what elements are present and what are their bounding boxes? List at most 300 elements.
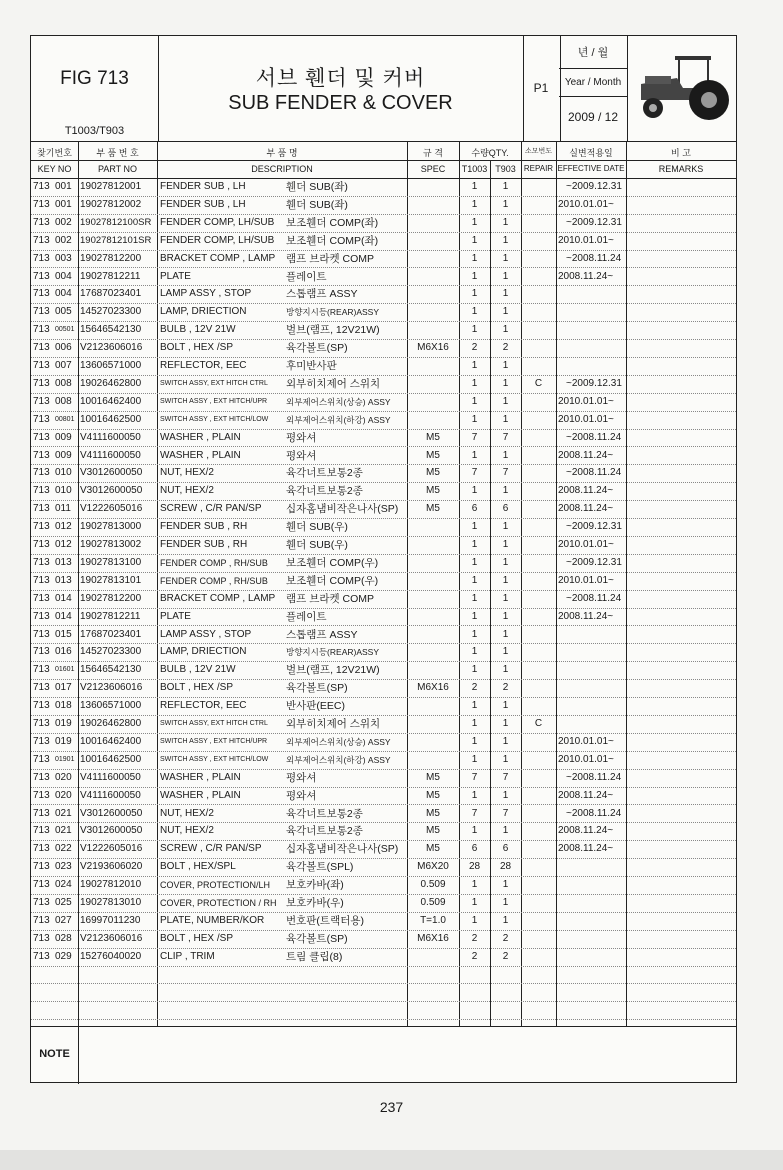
table-row: [31, 643, 736, 662]
effective-date: 2010.01.01~: [558, 753, 614, 765]
repair-code: C: [534, 377, 543, 389]
description-korean: 벌브(램프, 12V21W): [286, 664, 380, 677]
part-number: 19027812002: [80, 198, 142, 210]
description-english: LAMP ASSY , STOP: [160, 628, 252, 640]
part-number: V4111600050: [80, 449, 141, 461]
table-row: [31, 751, 736, 770]
key-item: 020: [55, 771, 72, 783]
description-korean: 외부제어스위치(상승) ASSY: [286, 736, 391, 747]
key-item: 025: [55, 897, 72, 908]
part-number: 14527023300: [80, 646, 142, 658]
key-item: 009: [55, 431, 72, 443]
qty-t1003: 1: [471, 610, 478, 622]
description-english: CLIP , TRIM: [160, 950, 215, 962]
description-english: COVER, PROTECTION/LH: [160, 880, 271, 891]
spec: [407, 250, 459, 268]
qty-t903: 1: [502, 485, 509, 497]
qty-t903: 1: [502, 377, 509, 389]
effective-date: 2008.11.24~: [558, 843, 614, 855]
key-item: 014: [55, 592, 72, 604]
key-group: 713: [33, 700, 50, 712]
col-desc-kr: 부 품 명: [266, 148, 298, 158]
part-number: 19027813002: [80, 539, 142, 550]
table-row: [31, 572, 736, 591]
effective-date: [558, 626, 626, 644]
effective-date: ~2009.12.31: [566, 377, 622, 389]
col-part-kr: 부 품 번 호: [96, 148, 139, 158]
key-group: 713: [33, 897, 50, 908]
key-group: 713: [33, 914, 50, 926]
description-korean: 육각볼트(SP): [286, 682, 348, 695]
effective-date: ~2008.11.24: [566, 807, 622, 819]
spec: [407, 196, 459, 214]
part-number: 19027812200: [80, 252, 142, 264]
spec: M5: [426, 789, 440, 801]
key-group: 713: [33, 324, 50, 336]
qty-t1003: 7: [471, 467, 478, 479]
qty-t1003: 1: [471, 897, 478, 908]
part-number: V1222605016: [80, 843, 143, 855]
effective-date: [558, 858, 626, 876]
qty-t903: 1: [502, 789, 509, 801]
spec: [407, 178, 459, 196]
spec: [407, 518, 459, 536]
spec: M5: [426, 431, 440, 443]
col-qty-t903: T903: [495, 164, 516, 174]
key-item: 009: [55, 449, 72, 461]
key-item: 027: [55, 914, 72, 926]
effective-date: [558, 339, 626, 357]
effective-date: ~2008.11.24: [566, 431, 622, 443]
description-english: FENDER COMP, LH/SUB: [160, 234, 275, 246]
table-row: [31, 554, 736, 573]
qty-t1003: 1: [471, 646, 478, 658]
key-group: 713: [33, 789, 50, 801]
description-korean: 보조휀더 COMP(우): [286, 574, 379, 587]
spec: M5: [426, 771, 440, 783]
repair-code: [521, 787, 556, 805]
qty-t903: 1: [502, 556, 509, 568]
sheet-header: [31, 36, 736, 142]
qty-t1003: 1: [471, 234, 478, 246]
table-row: [31, 661, 736, 680]
part-number: 13606571000: [80, 360, 142, 371]
spec: M5: [426, 807, 440, 819]
description-english: WASHER , PLAIN: [160, 771, 241, 783]
qty-t1003: 1: [471, 449, 478, 461]
description-korean: 트림 클립(8): [286, 950, 343, 963]
description-english: BRACKET COMP , LAMP: [160, 252, 276, 264]
qty-t1003: 1: [471, 592, 478, 604]
table-row: [31, 303, 736, 322]
spec: [407, 751, 459, 769]
qty-t903: 1: [502, 413, 509, 425]
spec: M6X16: [417, 342, 449, 354]
qty-t903: 2: [502, 950, 509, 962]
effective-date: ~2009.12.31: [566, 521, 622, 533]
qty-t903: 1: [502, 574, 509, 586]
repair-code: [521, 214, 556, 232]
qty-t1003: 2: [471, 682, 478, 694]
spec: [407, 411, 459, 429]
col-eff-kr: 실변적용일: [569, 148, 613, 158]
table-row: [31, 715, 736, 734]
repair-code: [521, 464, 556, 482]
description-korean: 육각너트보통2종: [286, 825, 363, 838]
col-eff-en: EFFECTIVE DATE: [557, 164, 625, 173]
description-korean: 평와셔: [286, 771, 317, 784]
effective-date: [558, 303, 626, 321]
spec: [407, 393, 459, 411]
spec: [407, 697, 459, 715]
key-item: 018: [55, 700, 72, 712]
effective-date: ~2009.12.31: [566, 556, 622, 568]
qty-t1003: 1: [471, 288, 478, 300]
qty-t1003: 1: [471, 664, 478, 676]
qty-t903: 2: [502, 342, 509, 354]
key-group: 713: [33, 503, 50, 515]
repair-code: [521, 697, 556, 715]
qty-t903: 1: [502, 449, 509, 461]
col-remarks-en: REMARKS: [658, 164, 704, 174]
key-group: 713: [33, 252, 50, 264]
repair-code: [521, 626, 556, 644]
part-number: 19027812100SR: [80, 216, 152, 228]
repair-code: [521, 232, 556, 250]
table-row: [31, 948, 736, 967]
qty-t903: 1: [502, 897, 509, 908]
qty-t1003: 1: [471, 324, 478, 336]
description-english: SWITCH ASSY , EXT HITCH/UPR: [160, 397, 268, 405]
part-number: 16997011230: [80, 914, 141, 926]
spec: [407, 303, 459, 321]
effective-date: 2008.11.24~: [558, 789, 614, 801]
part-number: 19027812211: [80, 610, 141, 622]
qty-t1003: 6: [471, 503, 478, 515]
key-item: 004: [55, 288, 72, 300]
qty-t1003: 1: [471, 753, 478, 765]
title-korean: 서브 휀더 및 커버: [255, 67, 426, 90]
key-item: 01901: [55, 755, 75, 763]
repair-code: [521, 536, 556, 554]
part-number: V3012600050: [80, 467, 143, 479]
table-row: [31, 894, 736, 913]
spec: M6X20: [417, 861, 449, 873]
description-korean: 번호판(트랙터용): [286, 914, 364, 927]
effective-date: [558, 948, 626, 966]
col-spec-kr: 규 격: [423, 148, 443, 158]
key-group: 713: [33, 342, 50, 354]
part-number: 19027812200: [80, 592, 142, 604]
repair-code: [521, 250, 556, 268]
table-row: [31, 196, 736, 215]
key-item: 006: [55, 342, 72, 354]
part-number: V1222605016: [80, 503, 143, 515]
key-group: 713: [33, 216, 50, 228]
part-number: V2123606016: [80, 682, 143, 694]
repair-code: [521, 948, 556, 966]
spec: [407, 375, 459, 393]
description-english: SWITCH ASSY, EXT HITCH CTRL: [160, 720, 268, 727]
description-english: REFLECTOR, EEC: [160, 700, 247, 712]
description-english: REFLECTOR, EEC: [160, 360, 247, 371]
key-group: 713: [33, 467, 50, 479]
effective-date: 2008.11.24~: [558, 485, 614, 497]
spec: M5: [426, 467, 440, 479]
description-korean: 평와셔: [286, 789, 317, 802]
qty-t903: 1: [502, 914, 509, 926]
part-number: V4111600050: [80, 431, 141, 443]
description-korean: 휀더 SUB(좌): [286, 181, 348, 193]
table-row: [31, 876, 736, 895]
qty-t903: 2: [502, 682, 509, 694]
repair-code: [521, 554, 556, 572]
model-label: T1003/T903: [64, 125, 125, 137]
col-part-en: PART NO: [97, 164, 137, 174]
description-korean: 램프 브라켓 COMP: [286, 592, 375, 605]
key-group: 713: [33, 306, 50, 318]
description-english: BULB , 12V 21W: [160, 664, 236, 676]
qty-t1003: 1: [471, 181, 478, 192]
repair-code: [521, 590, 556, 608]
qty-t903: 1: [502, 252, 509, 264]
key-group: 713: [33, 610, 50, 622]
qty-t1003: 7: [471, 807, 478, 819]
qty-t903: 1: [502, 735, 509, 747]
description-english: NUT, HEX/2: [160, 485, 214, 497]
key-item: 001: [55, 198, 72, 210]
table-row: [31, 590, 736, 609]
key-item: 008: [55, 395, 72, 407]
qty-t903: 7: [502, 771, 509, 783]
tractor-illustration: [633, 48, 733, 126]
qty-t1003: 2: [471, 932, 478, 944]
page-code: P1: [533, 81, 549, 95]
spec: M5: [426, 503, 440, 515]
repair-code: [521, 930, 556, 948]
part-number: 13606571000: [80, 700, 142, 712]
effective-date: [558, 661, 626, 679]
table-row: [31, 858, 736, 877]
qty-t1003: 1: [471, 360, 478, 371]
description-english: WASHER , PLAIN: [160, 789, 241, 801]
part-number: 19027813010: [80, 897, 142, 908]
repair-code: [521, 321, 556, 339]
part-number: V3012600050: [80, 807, 143, 819]
parts-sheet: [30, 35, 737, 1083]
effective-date: ~2009.12.31: [566, 181, 622, 192]
key-item: 008: [55, 377, 72, 389]
spec: M5: [426, 485, 440, 497]
key-item: 004: [55, 270, 72, 282]
table-row: [31, 679, 736, 698]
description-korean: 십자홈냄비작은나사(SP): [286, 843, 399, 856]
effective-date: ~2008.11.24: [566, 771, 622, 783]
key-item: 016: [55, 646, 72, 658]
description-korean: 반사판(EEC): [286, 700, 346, 713]
spec: [407, 626, 459, 644]
description-english: BOLT , HEX/SPL: [160, 861, 236, 873]
part-number: 19027813100: [80, 556, 142, 568]
key-group: 713: [33, 646, 50, 658]
qty-t1003: 2: [471, 342, 478, 354]
description-korean: 외부제어스위치(하강) ASSY: [286, 414, 391, 425]
table-row: [31, 500, 736, 519]
description-korean: 방향지시등(REAR)ASSY: [286, 307, 380, 318]
repair-code: [521, 411, 556, 429]
qty-t1003: 1: [471, 270, 478, 282]
effective-date: 2010.01.01~: [558, 413, 614, 425]
description-english: SWITCH ASSY , EXT HITCH/LOW: [160, 415, 269, 423]
qty-t903: 1: [502, 360, 509, 371]
key-group: 713: [33, 735, 50, 747]
repair-code: [521, 805, 556, 823]
key-group: 713: [33, 592, 50, 604]
qty-t903: 1: [502, 181, 509, 192]
repair-code: [521, 840, 556, 858]
effective-date: [558, 697, 626, 715]
qty-t1003: 1: [471, 914, 478, 926]
col-key-kr: 찾기번호: [37, 148, 72, 158]
qty-t1003: 1: [471, 628, 478, 640]
description-english: FENDER COMP, LH/SUB: [160, 216, 275, 228]
issue-date: 2009 / 12: [567, 110, 619, 124]
description-korean: 육각볼트(SP): [286, 342, 348, 355]
repair-code: [521, 769, 556, 787]
effective-date: [558, 285, 626, 303]
description-english: SCREW , C/R PAN/SP: [160, 843, 262, 855]
description-korean: 방향지시등(REAR)ASSY: [286, 647, 380, 658]
part-number: 15646542130: [80, 664, 142, 676]
description-english: FENDER COMP , RH/SUB: [160, 557, 268, 568]
col-desc-en: DESCRIPTION: [251, 164, 313, 174]
qty-t903: 1: [502, 234, 509, 246]
effective-date: 2008.11.24~: [558, 449, 614, 461]
key-group: 713: [33, 181, 50, 192]
table-row: [31, 411, 736, 430]
description-english: NUT, HEX/2: [160, 467, 214, 479]
table-row: [31, 375, 736, 394]
spec: [407, 214, 459, 232]
qty-t1003: 1: [471, 306, 478, 318]
key-group: 713: [33, 753, 50, 765]
key-group: 713: [33, 395, 50, 407]
qty-t903: 1: [502, 306, 509, 318]
qty-t903: 1: [502, 753, 509, 765]
page-number: 237: [379, 1099, 404, 1115]
description-english: SWITCH ASSY , EXT HITCH/UPR: [160, 737, 268, 745]
effective-date: [558, 715, 626, 733]
key-item: 010: [55, 467, 72, 479]
table-row: [31, 464, 736, 483]
key-group: 713: [33, 682, 50, 694]
qty-t903: 1: [502, 825, 509, 837]
key-item: 012: [55, 539, 72, 550]
key-group: 713: [33, 932, 50, 944]
key-item: 021: [55, 825, 72, 837]
qty-t1003: 1: [471, 825, 478, 837]
key-item: 019: [55, 735, 72, 747]
description-korean: 외부히치제어 스위치: [286, 718, 381, 730]
key-item: 00801: [55, 415, 75, 423]
repair-code: [521, 858, 556, 876]
qty-t903: 7: [502, 431, 509, 443]
table-row: [31, 626, 736, 645]
effective-date: [558, 357, 626, 375]
spec: [407, 643, 459, 661]
key-item: 021: [55, 807, 72, 819]
description-korean: 보조휀더 COMP(우): [286, 556, 379, 569]
key-group: 713: [33, 198, 50, 210]
key-item: 002: [55, 234, 72, 246]
qty-t903: 1: [502, 288, 509, 300]
part-number: 19027813000: [80, 521, 142, 533]
repair-code: [521, 643, 556, 661]
table-row: [31, 232, 736, 251]
qty-t1003: 1: [471, 216, 478, 228]
description-korean: 육각볼트(SPL): [286, 861, 354, 874]
description-english: PLATE, NUMBER/KOR: [160, 914, 265, 926]
key-group: 713: [33, 539, 50, 550]
repair-code: [521, 751, 556, 769]
part-number: 10016462500: [80, 753, 142, 765]
table-row: [31, 339, 736, 358]
description-english: PLATE: [160, 270, 191, 282]
col-qty-t1003: T1003: [461, 164, 488, 174]
description-korean: 휀더 SUB(우): [286, 539, 348, 551]
part-number: 10016462400: [80, 395, 142, 407]
description-english: LAMP, DRIECTION: [160, 306, 247, 318]
qty-t903: 1: [502, 628, 509, 640]
repair-code: [521, 500, 556, 518]
key-item: 007: [55, 360, 72, 371]
description-english: BOLT , HEX /SP: [160, 932, 233, 944]
qty-t903: 1: [502, 216, 509, 228]
description-korean: 외부히치제어 스위치: [286, 377, 381, 390]
spec: [407, 536, 459, 554]
description-english: SCREW , C/R PAN/SP: [160, 503, 262, 515]
key-group: 713: [33, 664, 50, 676]
key-group: 713: [33, 288, 50, 300]
repair-code: [521, 482, 556, 500]
effective-date: [558, 894, 626, 912]
repair-code: C: [534, 718, 543, 729]
col-remarks-kr: 비 고: [671, 148, 691, 158]
description-english: LAMP ASSY , STOP: [160, 288, 252, 300]
table-row: [31, 966, 736, 985]
key-item: 014: [55, 610, 72, 622]
key-group: 713: [33, 485, 50, 497]
description-korean: 육각볼트(SP): [286, 932, 348, 945]
key-group: 713: [33, 879, 50, 891]
qty-t903: 1: [502, 646, 509, 658]
key-group: 713: [33, 360, 50, 371]
key-item: 012: [55, 521, 72, 533]
table-row: [31, 733, 736, 752]
effective-date: 2010.01.01~: [558, 234, 614, 246]
table-row: [31, 536, 736, 555]
spec: [407, 590, 459, 608]
spec: M5: [426, 449, 440, 461]
effective-date: ~2008.11.24: [566, 252, 622, 264]
spec: T=1.0: [420, 914, 446, 926]
qty-t1003: 1: [471, 485, 478, 497]
key-item: 029: [55, 950, 72, 962]
spec: [407, 733, 459, 751]
qty-t1003: 7: [471, 431, 478, 443]
part-number: V2123606016: [80, 342, 143, 354]
table-row: [31, 787, 736, 806]
